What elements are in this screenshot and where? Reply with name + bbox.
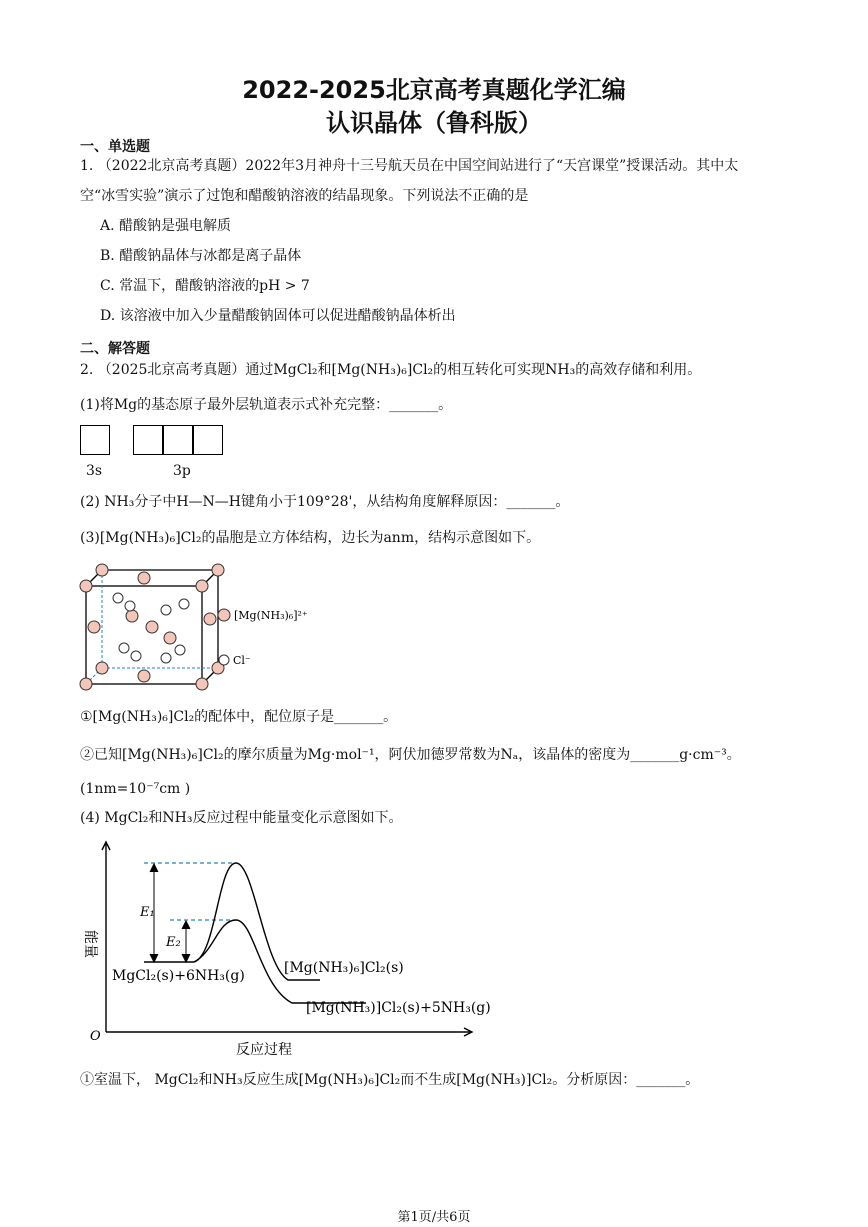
q1-option-c: C. 常温下，醋酸钠溶液的pH > 7 — [100, 278, 310, 294]
label-E2: E₂ — [166, 935, 181, 950]
orbital-box-3p-2 — [163, 425, 193, 455]
q2-part3: (3)[Mg(NH₃)₆]Cl₂的晶胞是立方体结构，边长为anm，结构示意图如下。 — [80, 530, 541, 546]
q2-intro: 2. （2025北京高考真题）通过MgCl₂和[Mg(NH₃)₆]Cl₂的相互转化可实现NH₃的高效存储和利用。 — [80, 362, 702, 378]
q2-part3-sub2: ②已知[Mg(NH₃)₆]Cl₂的摩尔质量为Mg·mol⁻¹，阿伏加德罗常数为Nₐ，该晶体的密度为_______g·cm⁻³。 — [80, 747, 741, 763]
product1-label: [Mg(NH₃)₆]Cl₂(s) — [284, 960, 404, 976]
energy-diagram — [78, 836, 498, 1060]
y-axis-label: 能量 — [82, 930, 98, 958]
q2-part3-sub2-note: (1nm=10⁻⁷cm ) — [80, 781, 191, 797]
legend-anion-marker — [219, 655, 229, 665]
orbital-box-3p-3 — [193, 425, 223, 455]
q2-part2: (2) NH₃分子中H—N—H键角小于109°28'，从结构角度解释原因：_______。 — [80, 494, 570, 510]
legend-cation-label: [Mg(NH₃)₆]²⁺ — [234, 609, 308, 622]
x-axis-label: 反应过程 — [236, 1042, 292, 1058]
q2-part4: (4) MgCl₂和NH₃反应过程中能量变化示意图如下。 — [80, 810, 403, 826]
q1-stem-line2: 空“冰雪实验”演示了过饱和醋酸钠溶液的结晶现象。下列说法不正确的是 — [80, 188, 529, 204]
orbital-box-3p-1 — [133, 425, 163, 455]
reactant-label: MgCl₂(s)+6NH₃(g) — [112, 968, 245, 984]
orbital-label-3s: 3s — [86, 463, 103, 479]
q1-option-a: A. 醋酸钠是强电解质 — [100, 218, 232, 234]
section-heading-answer: 二、解答题 — [80, 341, 150, 357]
q2-part1: (1)将Mg的基态原子最外层轨道表示式补充完整：_______。 — [80, 397, 453, 413]
label-E1: E₁ — [140, 905, 155, 920]
origin-label: O — [90, 1029, 101, 1044]
q1-option-b: B. 醋酸钠晶体与冰都是离子晶体 — [100, 248, 302, 264]
orbital-box-3s — [80, 425, 110, 455]
orbital-label-3p: 3p — [173, 463, 191, 479]
page-title: 2022-2025北京高考真题化学汇编 — [242, 76, 626, 104]
q1-option-d: D. 该溶液中加入少量醋酸钠固体可以促进醋酸钠晶体析出 — [100, 308, 456, 324]
q2-part3-sub1: ①[Mg(NH₃)₆]Cl₂的配体中，配位原子是_______。 — [80, 709, 398, 725]
page-footer: 第1页/共6页 — [397, 1210, 471, 1225]
section-heading-single-choice: 一、单选题 — [80, 139, 150, 155]
legend-anion-label: Cl⁻ — [233, 654, 251, 667]
q1-stem-line1: 1. （2022北京高考真题）2022年3月神舟十三号航天员在中国空间站进行了“天宫课堂”授课活动。其中太 — [80, 158, 739, 174]
page-subtitle: 认识晶体（鲁科版） — [326, 109, 542, 137]
crystal-cell-diagram — [70, 558, 330, 698]
q2-part4-sub1: ①室温下， MgCl₂和NH₃反应生成[Mg(NH₃)₆]Cl₂而不生成[Mg(NH₃)]Cl₂。分析原因：_______。 — [80, 1072, 700, 1088]
product2-label: [Mg(NH₃)]Cl₂(s)+5NH₃(g) — [306, 1000, 491, 1016]
legend-cation-marker — [218, 609, 230, 621]
